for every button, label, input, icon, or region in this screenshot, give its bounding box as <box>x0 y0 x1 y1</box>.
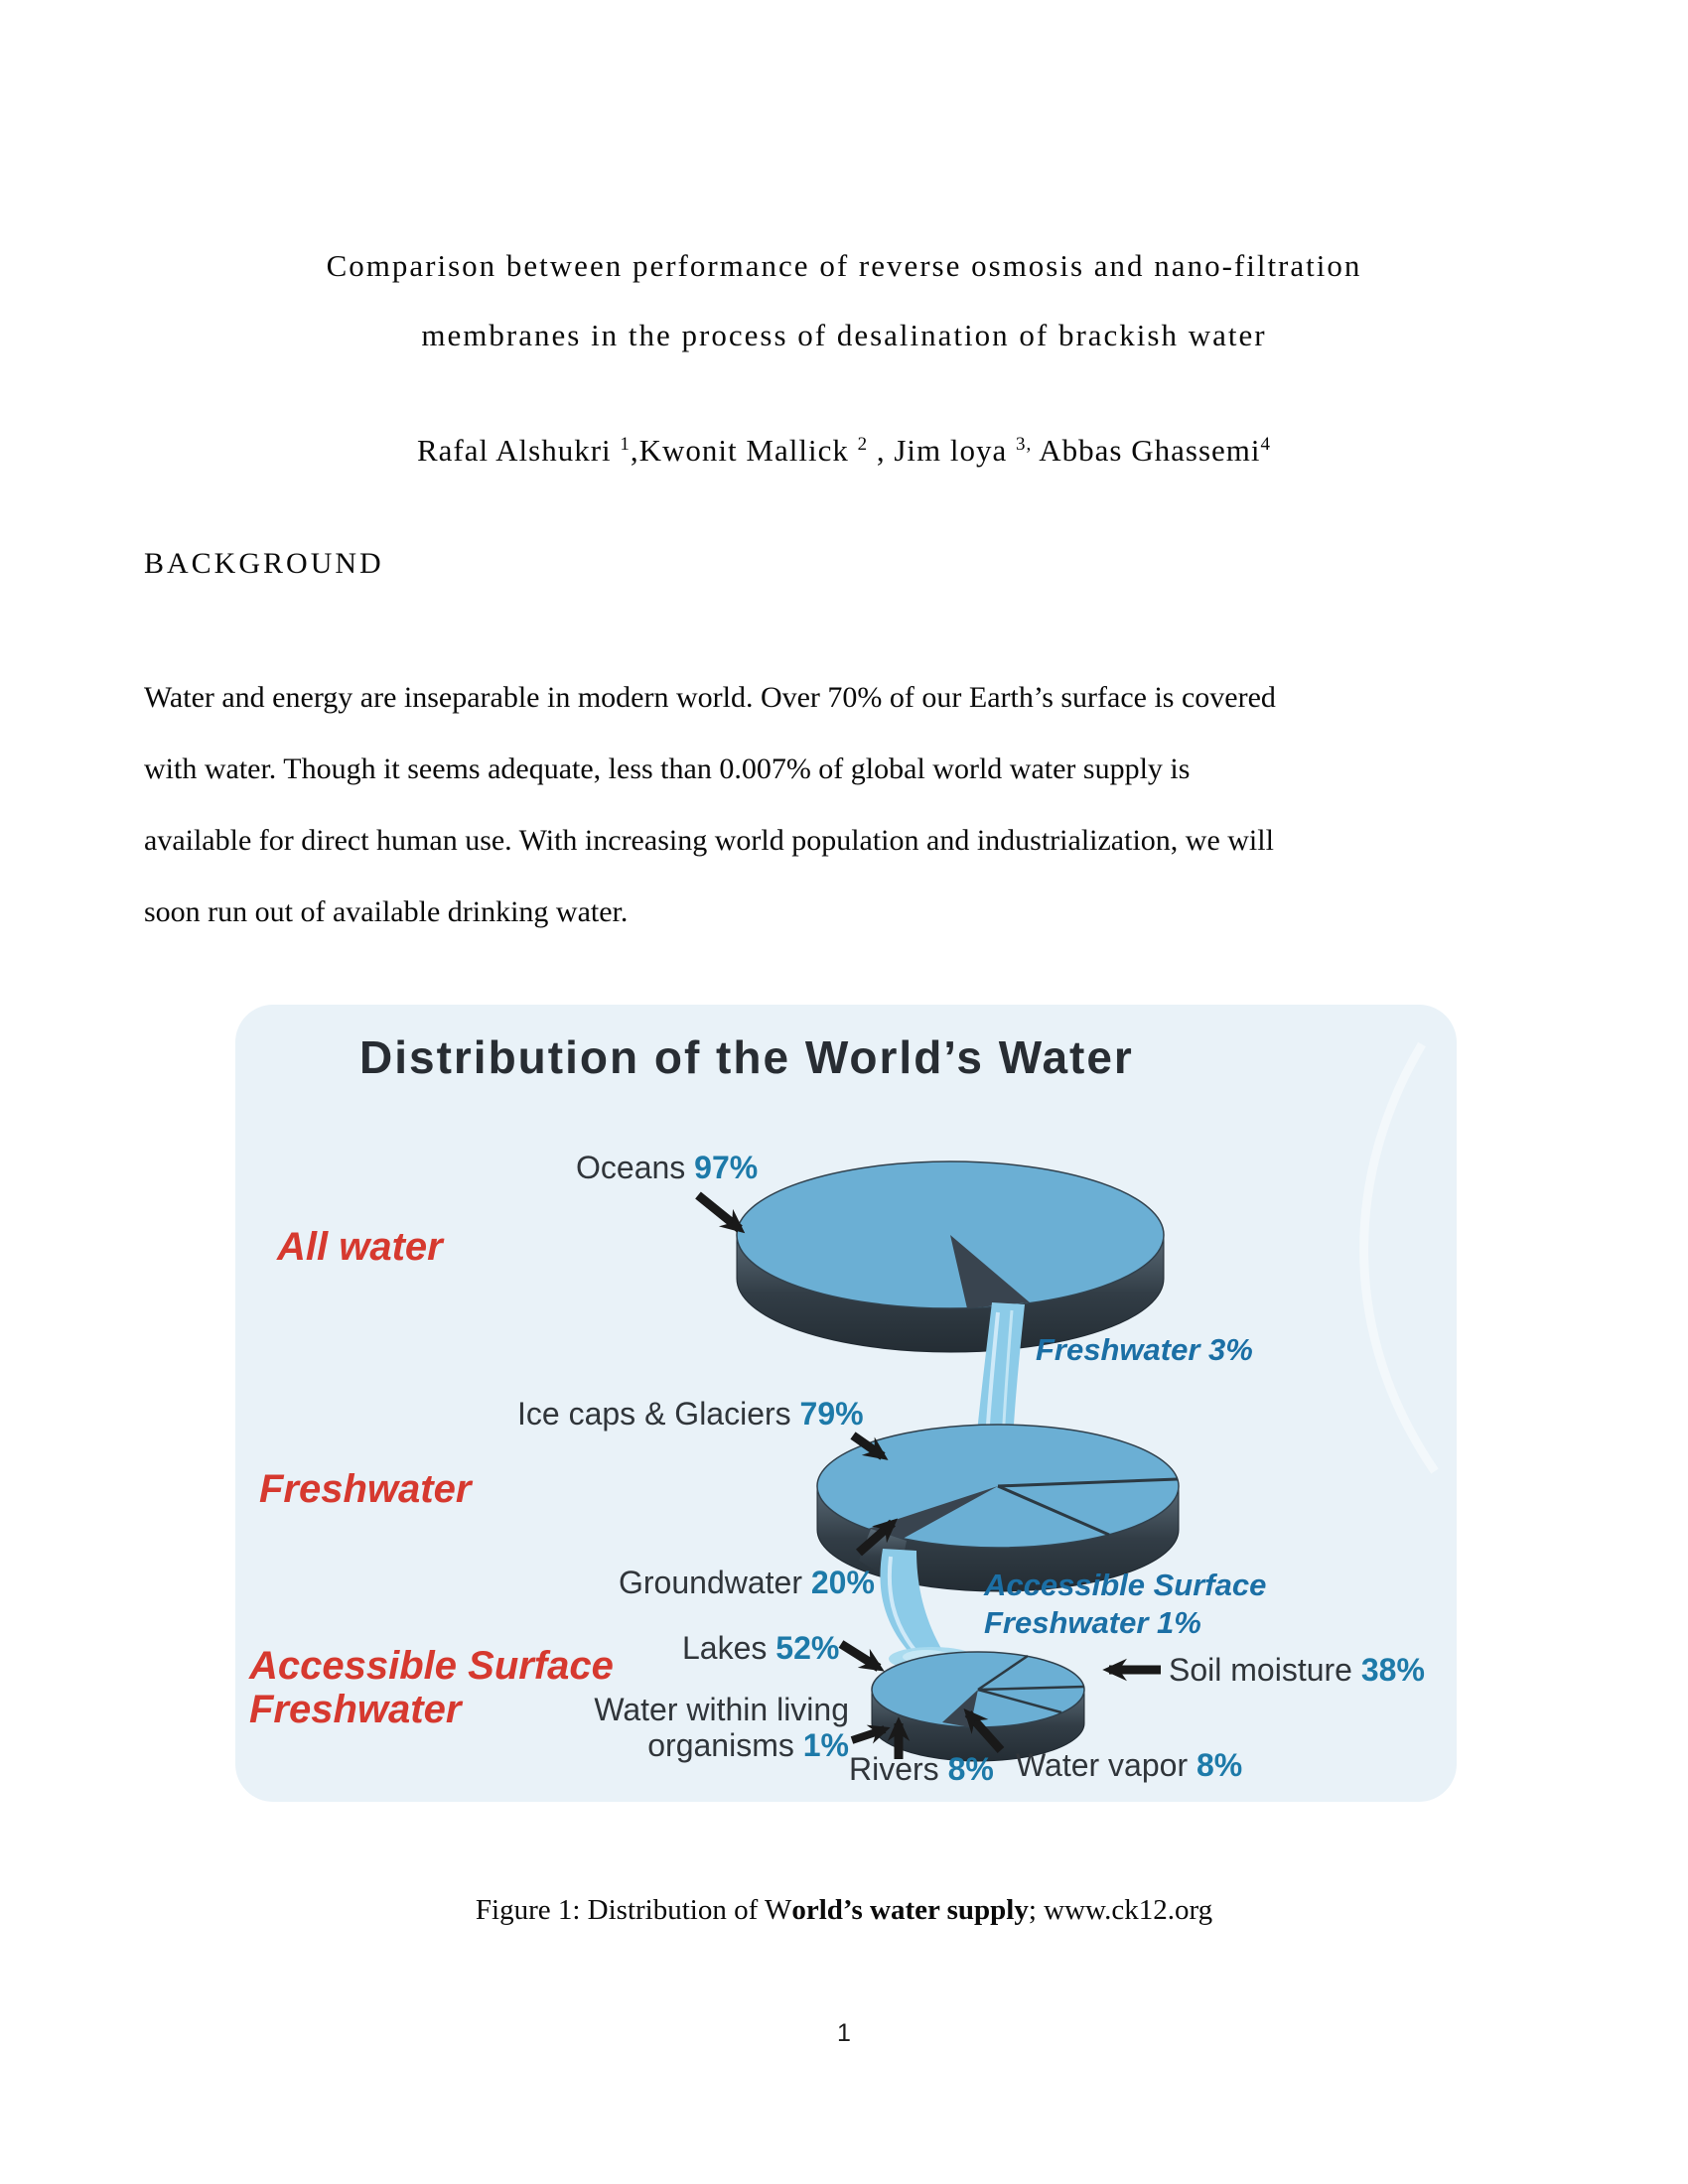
figure-title: Distribution of the World’s Water <box>359 1031 1134 1083</box>
label-lakes: Lakes 52% <box>682 1630 840 1666</box>
author-2: ,Kwonit Mallick <box>630 433 858 468</box>
label-icecaps-glaciers: Ice caps & Glaciers 79% <box>517 1396 864 1432</box>
label-freshwater-3: Freshwater 3% <box>1036 1332 1253 1367</box>
label-freshwater: Freshwater <box>259 1467 472 1511</box>
figure-distribution-of-worlds-water <box>235 1005 1457 1802</box>
pie-accessible-surface-freshwater <box>872 1652 1084 1761</box>
label-all-water: All water <box>277 1225 443 1269</box>
author-3-affiliation: 3, <box>1016 434 1033 455</box>
label-groundwater: Groundwater 20% <box>619 1565 875 1600</box>
arrow-oceans-icon <box>698 1195 740 1229</box>
author-2-affiliation: 2 <box>857 434 869 455</box>
paragraph-line: with water. Though it seems adequate, less than 0.007% of global world water supply is <box>144 752 1191 785</box>
author-1: Rafal Alshukri <box>416 433 621 468</box>
label-accessible-surface-freshwater-1: Accessible Surface Freshwater 1% <box>984 1568 1267 1640</box>
author-1-affiliation: 1 <box>620 434 631 455</box>
author-list <box>0 433 1688 469</box>
section-heading-background: BACKGROUND <box>144 547 384 580</box>
label-accessible-surface-freshwater: Accessible Surface Freshwater <box>249 1644 614 1731</box>
figure-caption: Figure 1: Distribution of World’s water supply; www.ck12.org <box>475 1894 1213 1926</box>
paragraph-line: Water and energy are inseparable in modern world. Over 70% of our Earth’s surface is covered <box>144 681 1276 714</box>
label-oceans: Oceans 97% <box>576 1150 759 1185</box>
paragraph-line: available for direct human use. With increasing world population and industrialization, we will <box>144 824 1274 857</box>
page-number: 1 <box>837 2019 851 2047</box>
label-soil-moisture: Soil moisture 38% <box>1169 1652 1425 1688</box>
label-rivers: Rivers 8% <box>849 1751 994 1787</box>
author-4-affiliation: 4 <box>1260 434 1272 455</box>
author-3: , Jim loya <box>868 433 1016 468</box>
paper-title-line-1: Comparison between performance of reverse osmosis and nano-filtration <box>326 248 1362 283</box>
author-4: Abbas Ghassemi <box>1032 433 1261 468</box>
arrow-lakes-icon <box>841 1644 879 1668</box>
label-water-within-living-organisms: Water within living organisms 1% <box>594 1692 849 1763</box>
paper-title-line-2: membranes in the process of desalination of brackish water <box>421 318 1267 352</box>
label-water-vapor: Water vapor 8% <box>1016 1747 1243 1783</box>
pie-all-water <box>737 1161 1164 1352</box>
paragraph-line: soon run out of available drinking water. <box>144 895 629 928</box>
swoosh-highlight <box>1364 1044 1435 1471</box>
